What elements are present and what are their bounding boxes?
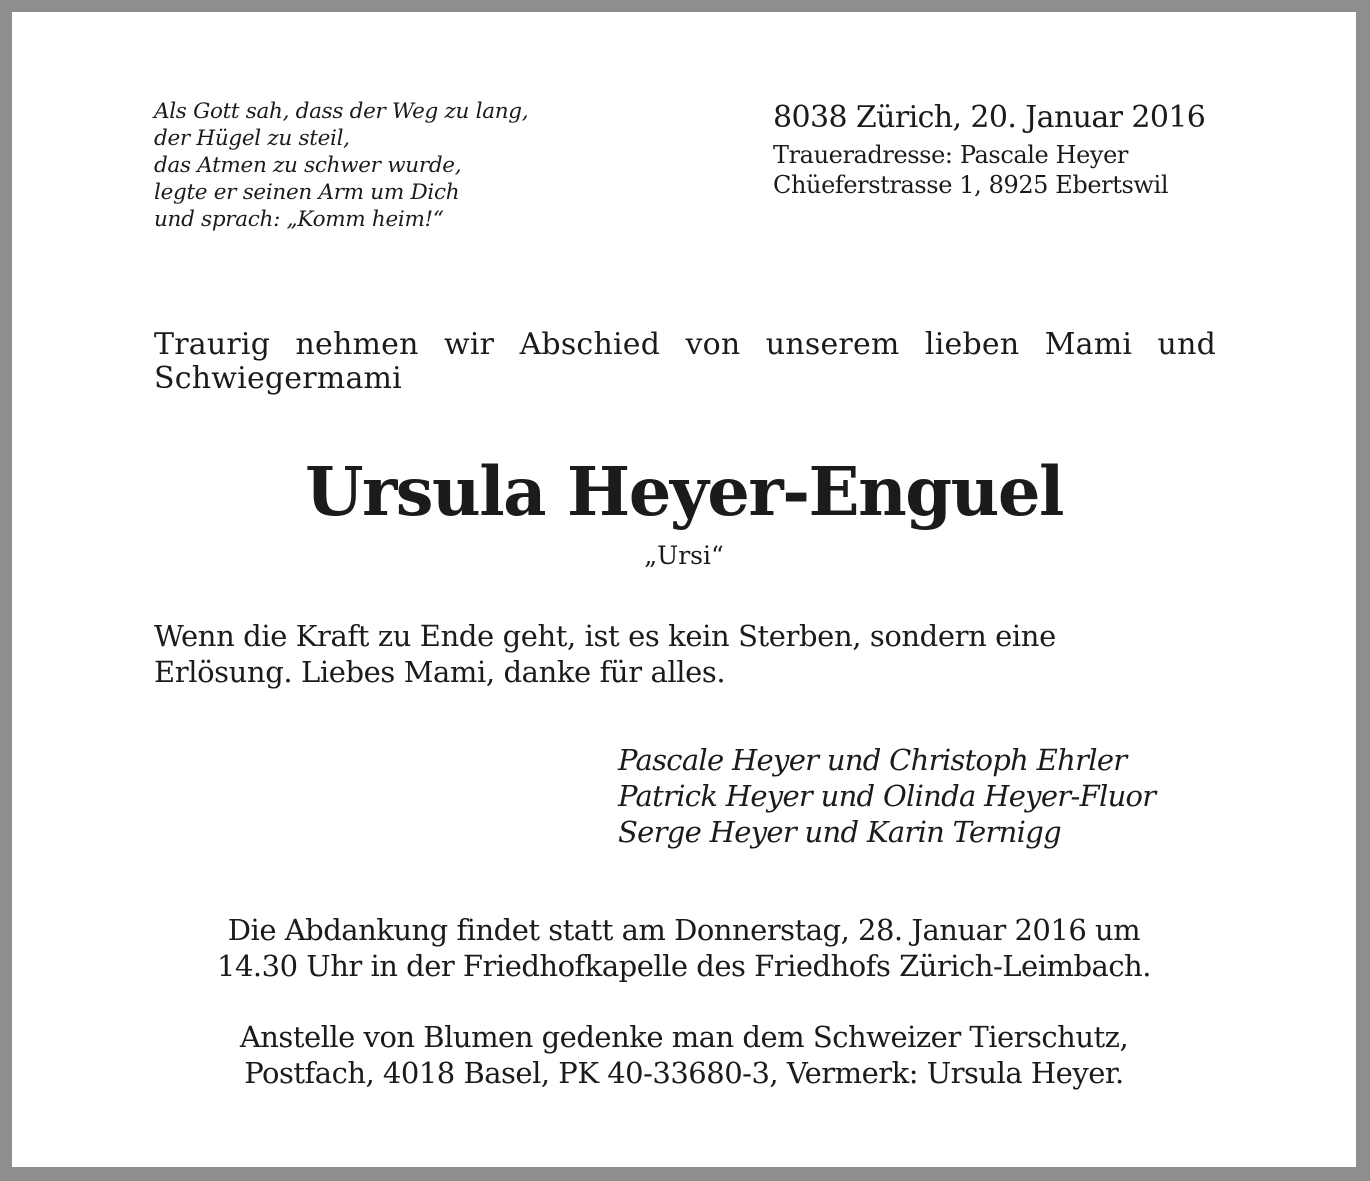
- mourning-address-street: Chüeferstrasse 1, 8925 Ebertswil: [773, 171, 1169, 199]
- mourner-names: Pascale Heyer und Christoph Ehrler: [618, 743, 1127, 777]
- poem-verse: [154, 98, 528, 233]
- donation-line: Postfach, 4018 Basel, PK 40-33680-3, Vermerk: Ursula Heyer.: [244, 1056, 1124, 1090]
- donation-line: Anstelle von Blumen gedenke man dem Schweizer Tierschutz,: [239, 1020, 1129, 1054]
- mourner-names: Serge Heyer und Karin Ternigg: [618, 815, 1061, 849]
- place-date-address-block: [773, 98, 1205, 200]
- memorial-quote-line: Wenn die Kraft zu Ende geht, ist es kein Sterben, sondern eine: [154, 619, 1056, 653]
- poem-line: der Hügel zu steil,: [154, 126, 350, 151]
- mourning-address-name: Traueradresse: Pascale Heyer: [773, 141, 1128, 169]
- place-and-date: 8038 Zürich, 20. Januar 2016: [773, 100, 1206, 135]
- funeral-service-line: Die Abdankung findet statt am Donnerstag, 28. Januar 2016 um: [227, 913, 1141, 947]
- deceased-name: Ursula Heyer-Enguel: [305, 452, 1063, 531]
- obituary-page: [12, 12, 1356, 1167]
- poem-line: das Atmen zu schwer wurde,: [154, 153, 462, 178]
- poem-line: Als Gott sah, dass der Weg zu lang,: [154, 99, 529, 124]
- poem-line: legte er seinen Arm um Dich: [154, 180, 460, 205]
- mourner-names: Patrick Heyer und Olinda Heyer-Fluor: [618, 779, 1156, 813]
- mourners-list: [618, 742, 1155, 850]
- farewell-intro-line: Traurig nehmen wir Abschied von unserem lieben Mami und: [154, 327, 1216, 362]
- memorial-quote: [154, 618, 1056, 690]
- funeral-service-info: [12, 912, 1356, 984]
- donation-request: [12, 1019, 1356, 1091]
- deceased-nickname: „Ursi“: [644, 541, 724, 570]
- funeral-service-line: 14.30 Uhr in der Friedhofkapelle des Friedhofs Zürich-Leimbach.: [217, 949, 1151, 983]
- poem-line: und sprach: „Komm heim!“: [154, 207, 444, 232]
- farewell-intro-line: Schwiegermami: [154, 361, 402, 396]
- memorial-quote-line: Erlösung. Liebes Mami, danke für alles.: [154, 655, 726, 689]
- farewell-intro: [154, 328, 1216, 396]
